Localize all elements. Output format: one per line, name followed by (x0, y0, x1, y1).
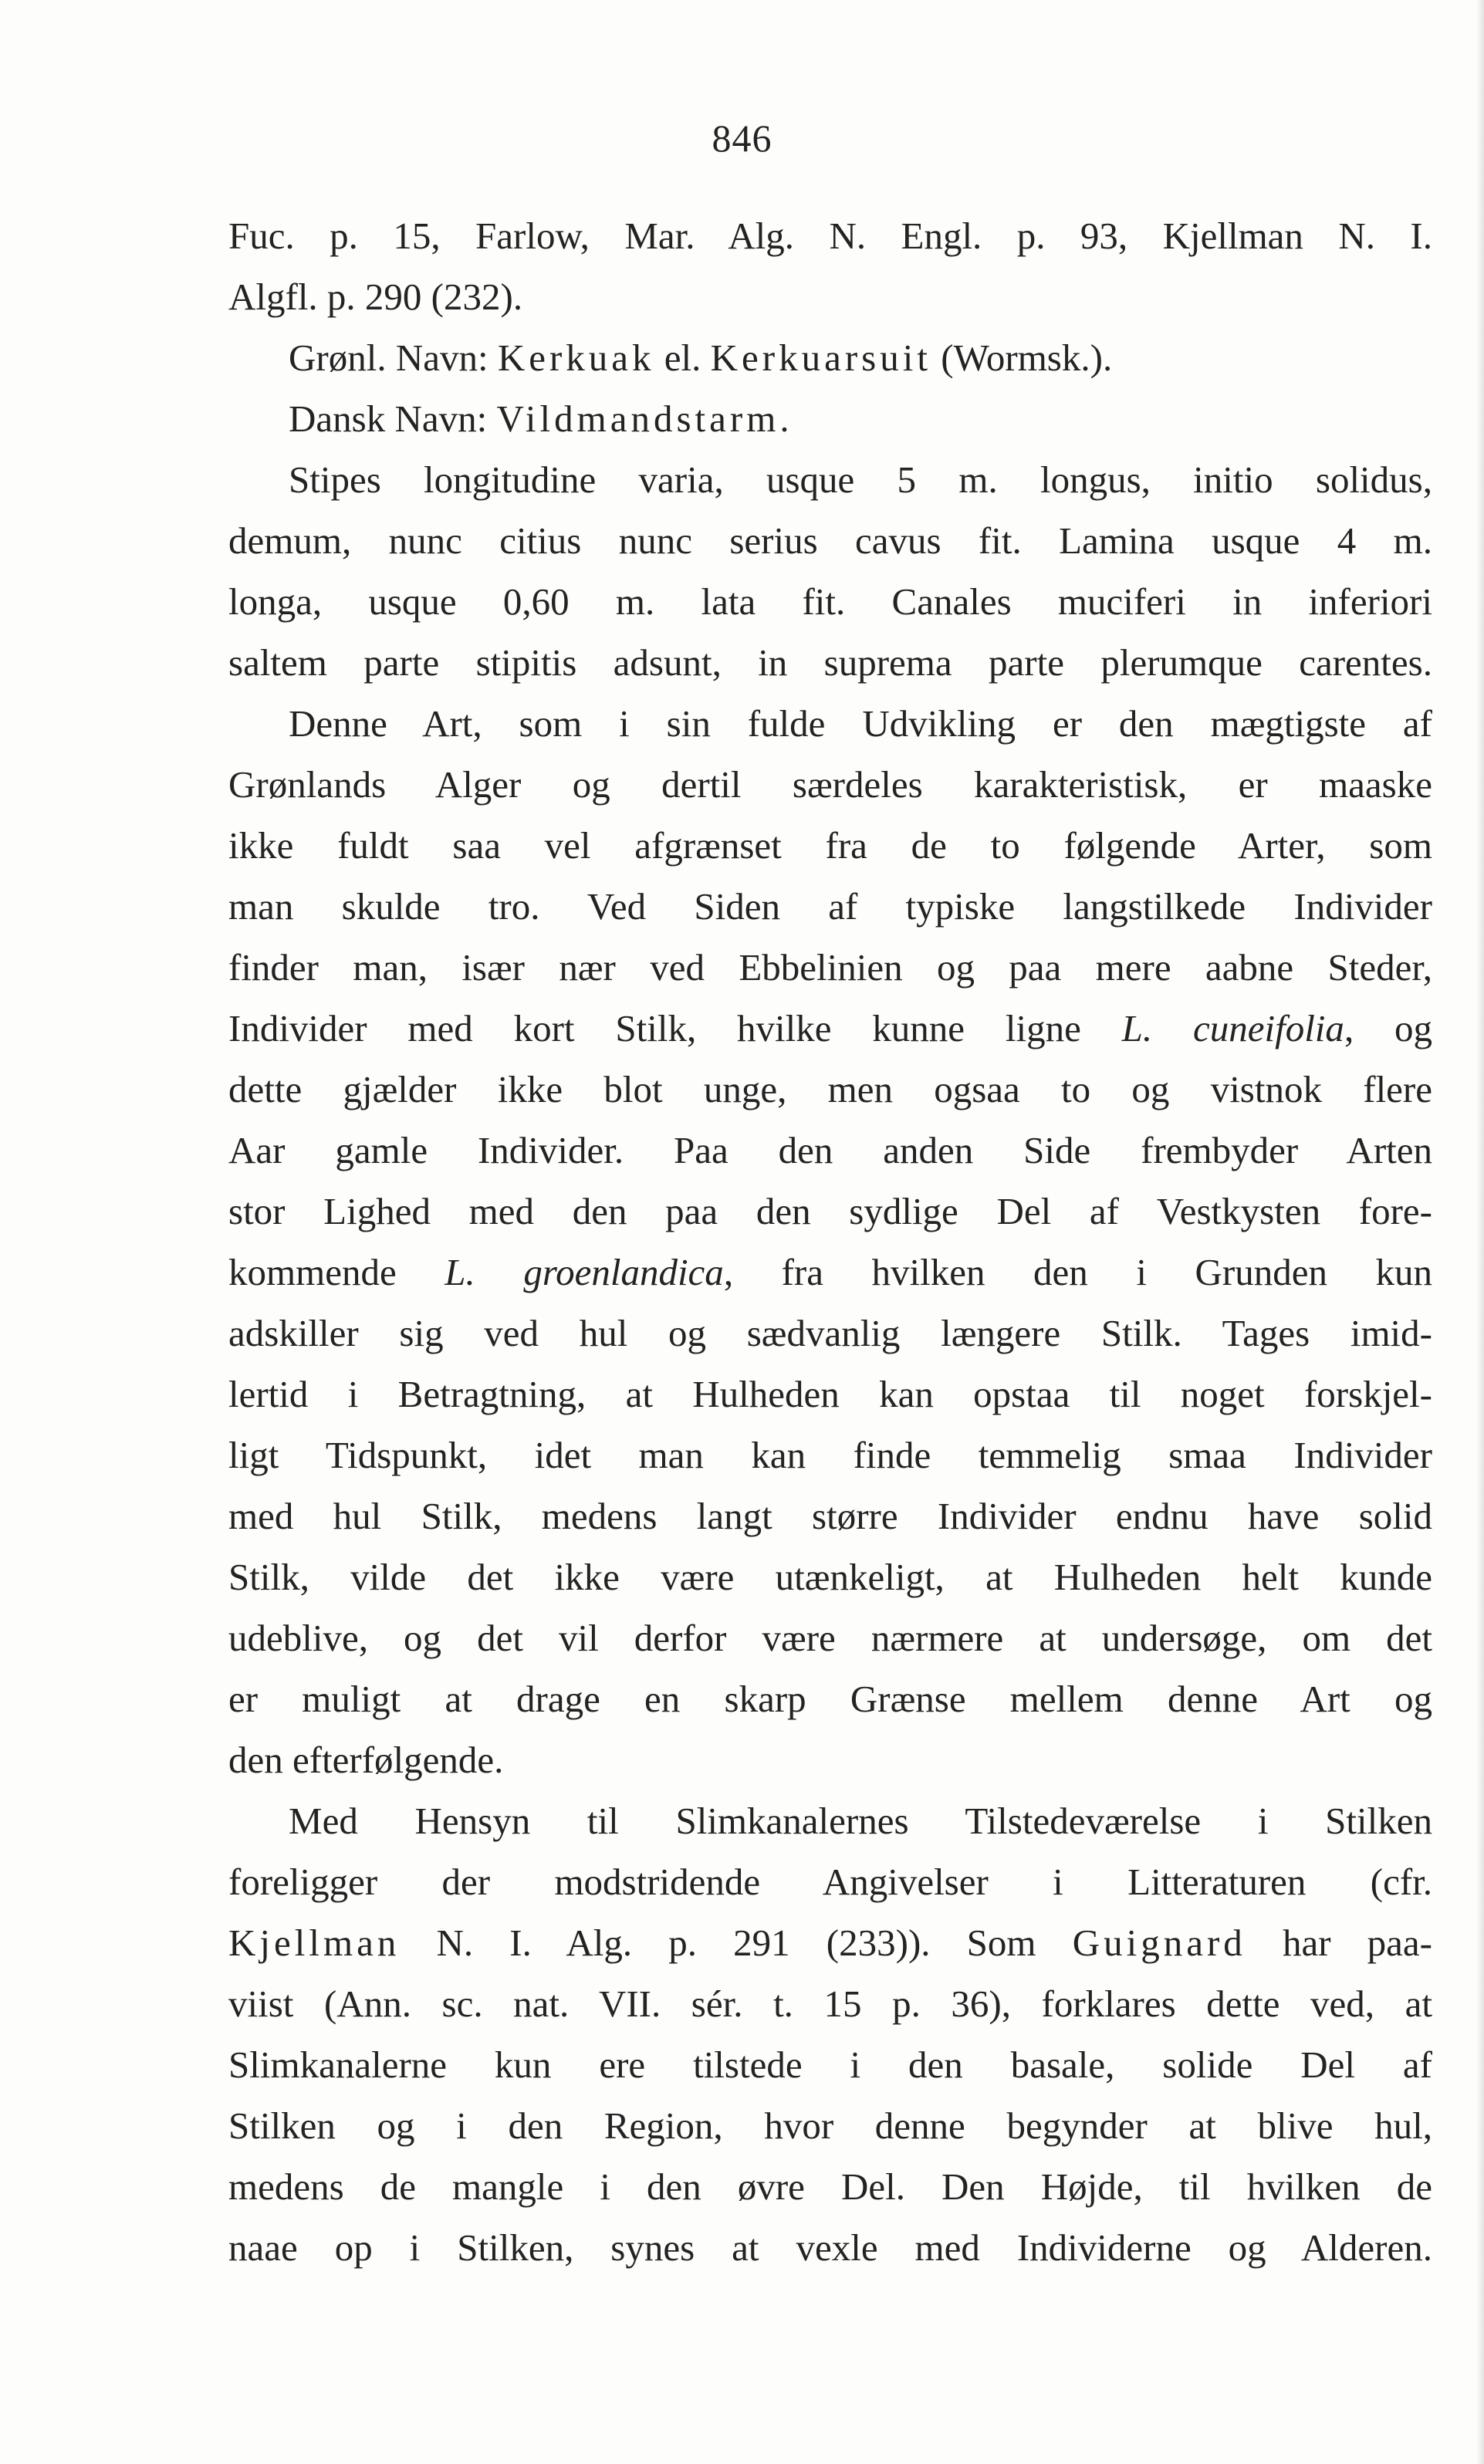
text-run: (Wormsk.). (931, 336, 1113, 379)
text-line: stor Lighed med den paa den sydlige Del af Vestkysten fore- (228, 1190, 1432, 1232)
species-name: L. groenlandica (445, 1251, 724, 1293)
text-line (228, 1242, 1432, 1303)
text-line: Stipes longitudine varia, usque 5 m. longus, initio solidus, (289, 458, 1432, 501)
text-line (228, 388, 1432, 449)
text-line: medens de mangle i den øvre Del. Den Højde, til hvilken de (228, 2165, 1432, 2208)
spaced-term: Vildmandstarm. (496, 397, 793, 440)
text-line: er muligt at drage en skarp Grænse mellem denne Art og (228, 1678, 1432, 1720)
text-line: Stilken og i den Region, hvor denne begynder at blive hul, (228, 2104, 1432, 2147)
text-run: Grønl. Navn: (289, 336, 498, 379)
text-run: kommende (228, 1251, 445, 1293)
text-line: demum, nunc citius nunc serius cavus fit. Lamina usque 4 m. (228, 519, 1432, 562)
text-line: udeblive, og det vil derfor være nærmere at undersøge, om det (228, 1617, 1432, 1659)
text-run: , og (1344, 1007, 1433, 1049)
text-line: Med Hensyn til Slimkanalernes Tilstedeværelse i Stilken (289, 1800, 1432, 1842)
spaced-term: Kerkuarsuit (710, 336, 931, 379)
text-line: lertid i Betragtning, at Hulheden kan opstaa til noget forskjel- (228, 1373, 1432, 1415)
text-line (228, 998, 1432, 1059)
text-line: med hul Stilk, medens langt større Individer endnu have solid (228, 1495, 1432, 1537)
text-line: Slimkanalerne kun ere tilstede i den basale, solide Del af (228, 2043, 1432, 2086)
text-line: Stilk, vilde det ikke være utænkeligt, at Hulheden helt kunde (228, 1556, 1432, 1598)
text-line: Grønlands Alger og dertil særdeles karakteristisk, er maaske (228, 763, 1432, 806)
text-line: Algfl. p. 290 (232). (228, 275, 523, 318)
text-line: viist (Ann. sc. nat. VII. sér. t. 15 p. 36), forklares dette ved, at (228, 1982, 1432, 2025)
spaced-term: Kjellman (228, 1922, 401, 1964)
text-line: ligt Tidspunkt, idet man kan finde temmelig smaa Individer (228, 1434, 1432, 1476)
page-number: 846 (712, 117, 772, 160)
text-run: N. I. Alg. p. 291 (233)). Som (400, 1922, 1073, 1964)
text-line: dette gjælder ikke blot unge, men ogsaa to og vistnok flere (228, 1068, 1432, 1110)
body-text (228, 205, 1432, 2278)
text-line: ikke fuldt saa vel afgrænset fra de to følgende Arter, som (228, 824, 1432, 867)
text-line: finder man, især nær ved Ebbelinien og paa mere aabne Steder, (228, 946, 1432, 989)
text-line: naae op i Stilken, synes at vexle med Individerne og Alderen. (228, 2226, 1432, 2269)
text-line: man skulde tro. Ved Siden af typiske langstilkede Individer (228, 885, 1432, 928)
spaced-term: Guignard (1072, 1922, 1246, 1964)
text-run: , fra hvilken den i Grunden kun (723, 1251, 1432, 1293)
text-line: foreligger der modstridende Angivelser i Litteraturen (cfr. (228, 1861, 1432, 1903)
text-run: Individer med kort Stilk, hvilke kunne ligne (228, 1007, 1122, 1049)
text-line: saltem parte stipitis adsunt, in suprema parte plerumque carentes. (228, 641, 1432, 684)
text-run: har paa- (1246, 1922, 1432, 1964)
text-line: Aar gamle Individer. Paa den anden Side frembyder Arten (228, 1129, 1432, 1171)
spaced-term: Kerkuak (497, 336, 655, 379)
text-line: longa, usque 0,60 m. lata fit. Canales muciferi in inferiori (228, 580, 1432, 623)
text-line: den efterfølgende. (228, 1739, 504, 1781)
page-edge-shadow (1476, 0, 1484, 2464)
text-run: el. (654, 336, 711, 379)
text-line: Fuc. p. 15, Farlow, Mar. Alg. N. Engl. p. 93, Kjellman N. I. (228, 215, 1432, 257)
text-line: adskiller sig ved hul og sædvanlig længere Stilk. Tages imid- (228, 1312, 1432, 1354)
text-run: Dansk Navn: (289, 397, 497, 440)
text-line (228, 327, 1432, 388)
text-line: Denne Art, som i sin fulde Udvikling er den mægtigste af (289, 702, 1432, 745)
species-name: L. cuneifolia (1121, 1007, 1344, 1049)
text-line (228, 1912, 1432, 1973)
